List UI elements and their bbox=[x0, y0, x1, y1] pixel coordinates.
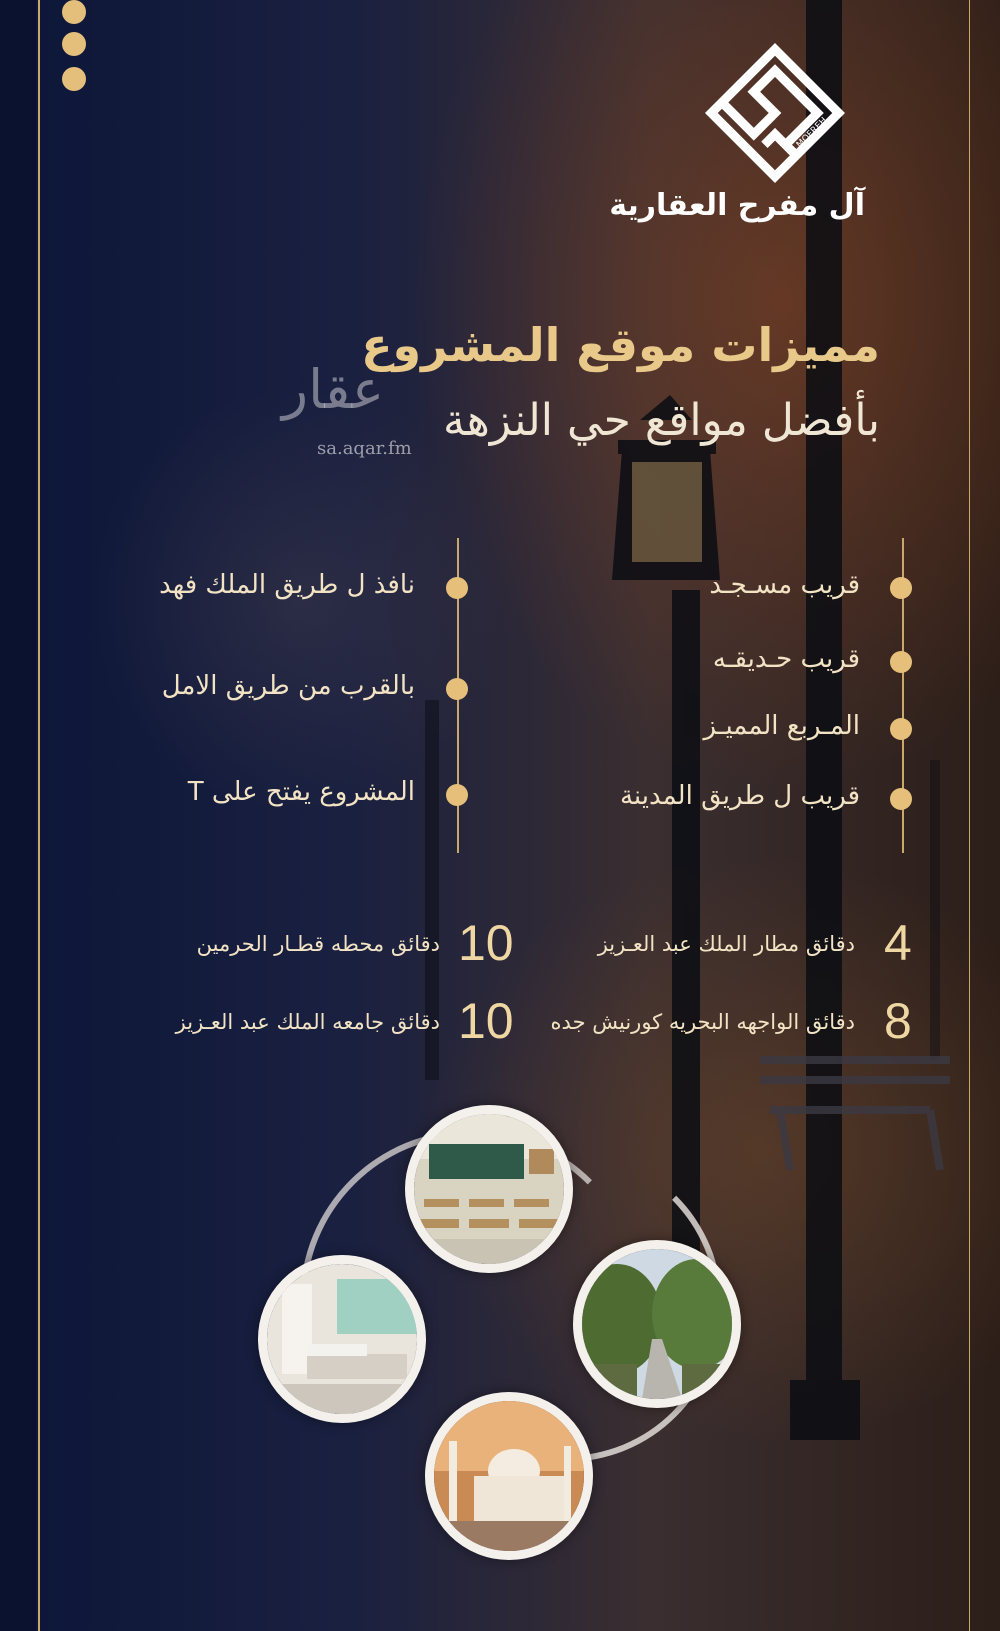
distance-minutes: 8 bbox=[884, 993, 912, 1049]
feature-item: قريب مسـجـد bbox=[709, 570, 860, 600]
brand-name: آل مفرح العقارية bbox=[609, 188, 865, 223]
logo-latin: ALMOFREH bbox=[787, 115, 830, 159]
distance-label: دقائق جامعه الملك عبد العـزيز bbox=[175, 1010, 440, 1034]
mosque-photo bbox=[425, 1392, 593, 1560]
bullet-icon bbox=[890, 651, 912, 673]
feature-item: قريب حـديقـه bbox=[712, 644, 860, 674]
feature-item: المشروع يفتح على T bbox=[187, 777, 415, 807]
distance-label: دقائق مطار الملك عبد العـزيز bbox=[597, 932, 855, 956]
page-subtitle: بأفضل مواقع حي النزهة bbox=[443, 395, 880, 446]
distance-minutes: 10 bbox=[458, 915, 514, 971]
distance-label: دقائق الواجهه البحريه كورنيش جده bbox=[550, 1010, 855, 1034]
feature-item: نافذ ل طريق الملك فهد bbox=[159, 570, 415, 600]
classroom-photo bbox=[405, 1105, 573, 1273]
watermark-url: sa.aqar.fm bbox=[317, 438, 412, 459]
watermark-text: عقار bbox=[282, 358, 385, 421]
almofreh-logo bbox=[700, 38, 850, 188]
bullet-icon bbox=[890, 718, 912, 740]
bullet-icon bbox=[890, 577, 912, 599]
page-title: مميزات موقع المشروع bbox=[361, 318, 880, 372]
park-path-photo bbox=[573, 1240, 741, 1408]
distance-minutes: 4 bbox=[884, 915, 912, 971]
bullet-icon bbox=[446, 784, 468, 806]
feature-item: قريب ل طريق المدينة bbox=[619, 781, 860, 811]
bullet-icon bbox=[446, 577, 468, 599]
feature-item: بالقرب من طريق الامل bbox=[161, 671, 415, 701]
feature-item: المـربع المميـز bbox=[703, 711, 860, 741]
distance-minutes: 10 bbox=[458, 993, 514, 1049]
hospital-photo bbox=[258, 1255, 426, 1423]
bullet-icon bbox=[446, 678, 468, 700]
distance-label: دقائق محطه قطـار الحرمين bbox=[196, 932, 440, 956]
bullet-icon bbox=[890, 788, 912, 810]
